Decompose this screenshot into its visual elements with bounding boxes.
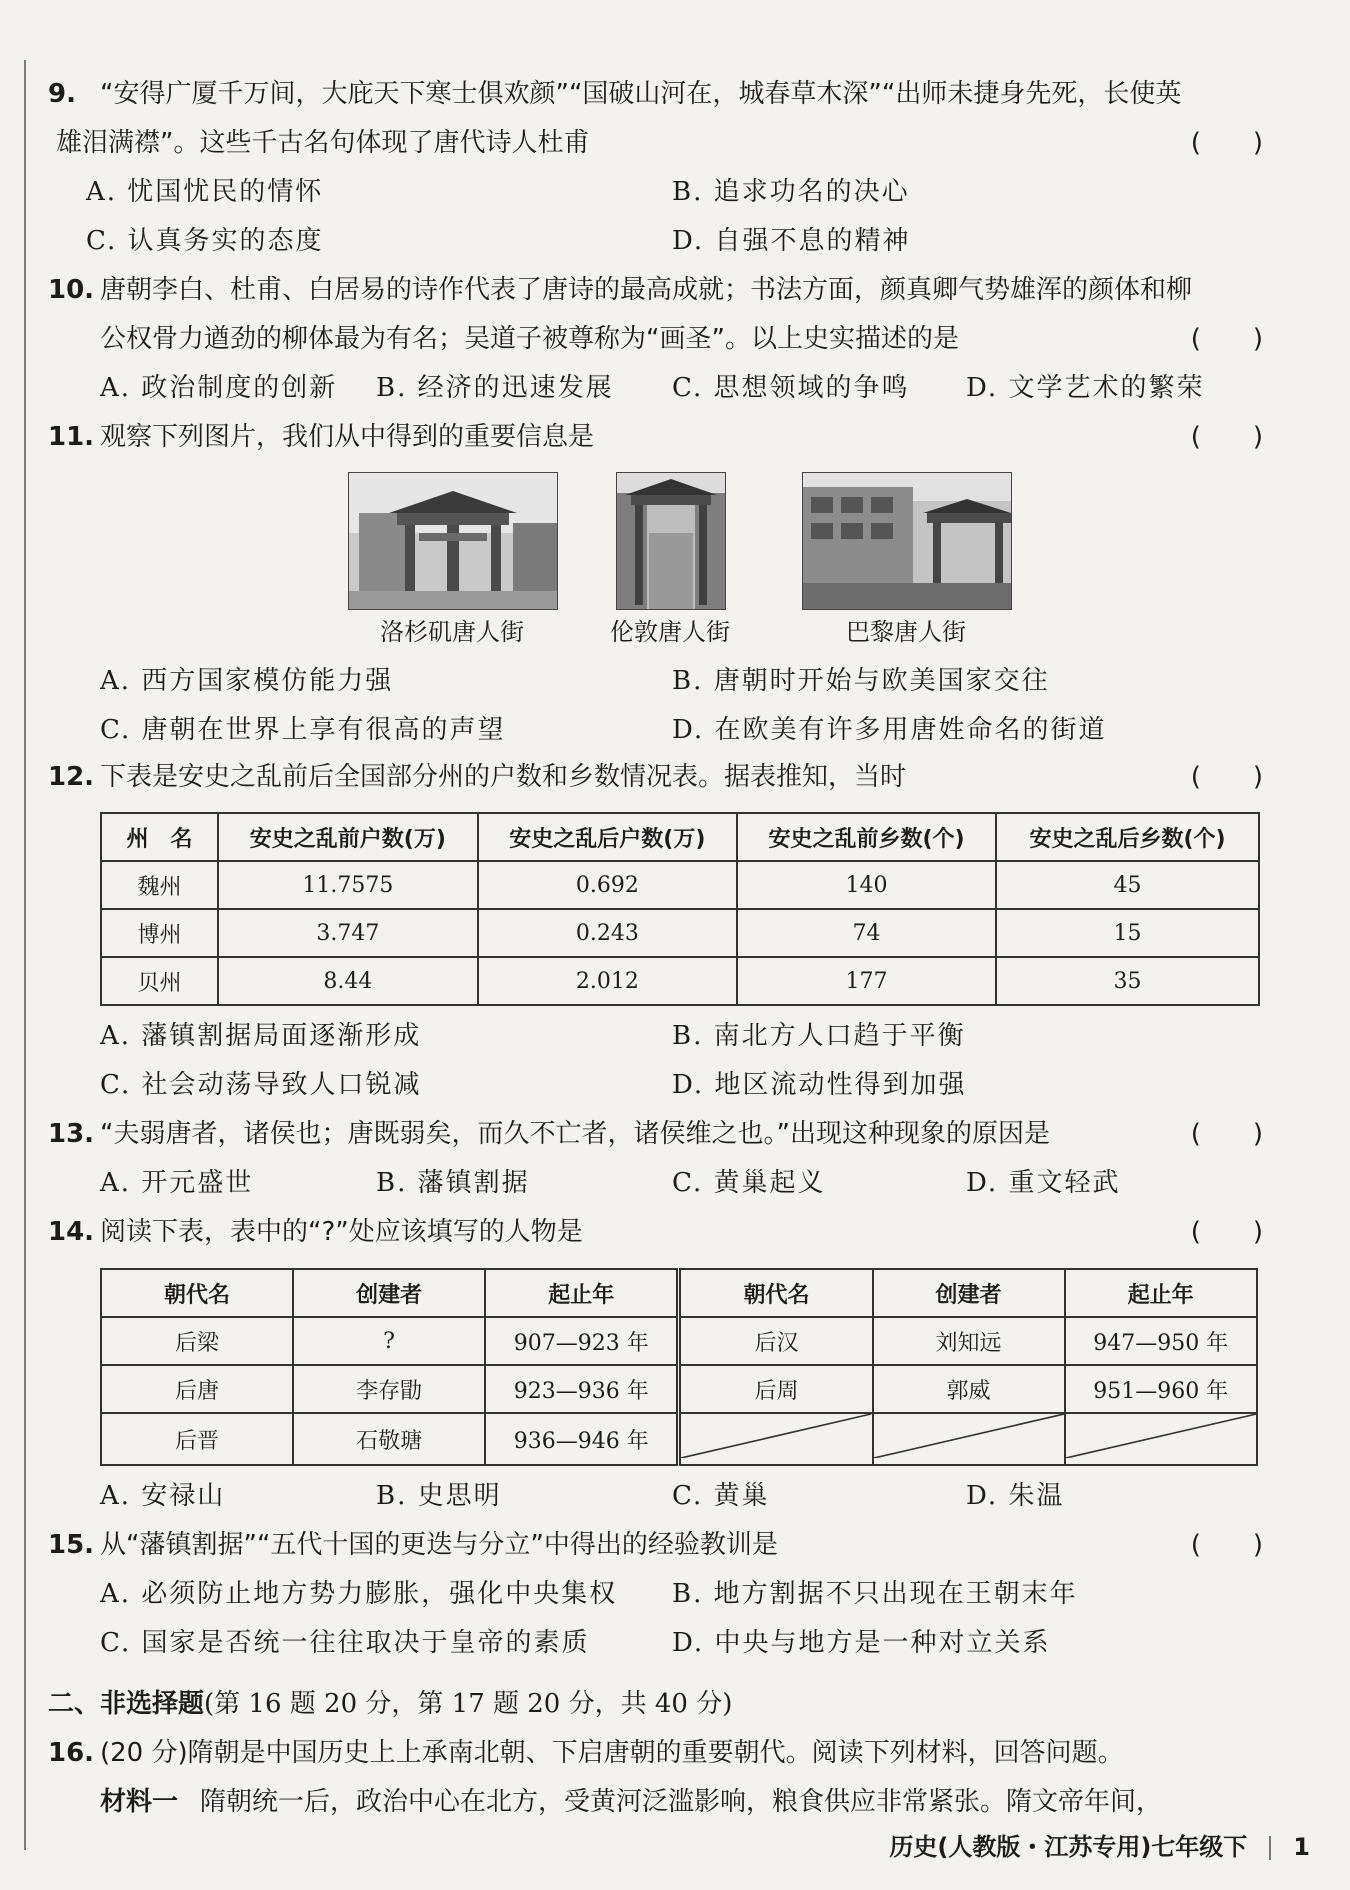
- table-cell: 951—960 年: [1065, 1365, 1257, 1413]
- option-c: C. 黄巢起义: [672, 1168, 826, 1198]
- table-row: [101, 1413, 1257, 1465]
- table-cell: 177: [737, 957, 996, 1005]
- table-cell: 140: [737, 861, 996, 909]
- option-d: D. 地区流动性得到加强: [672, 1070, 967, 1100]
- table-cell: 2.012: [478, 957, 737, 1005]
- table-header-row: [101, 1269, 1257, 1317]
- question-number: 13.: [48, 1119, 95, 1149]
- question-stem: (20 分)隋朝是中国历史上上承南北朝、下启唐朝的重要朝代。阅读下列材料，回答问题。: [100, 1738, 1124, 1768]
- table-header: 安史之乱前户数(万): [218, 813, 478, 861]
- question-stem: 下表是安史之乱前后全国部分州的户数和乡数情况表。据表推知，当时: [100, 762, 907, 792]
- table-cell: 11.7575: [218, 861, 478, 909]
- option-a: A. 必须防止地方势力膨胀，强化中央集权: [100, 1579, 618, 1609]
- table-row: [101, 957, 1259, 1005]
- question-stem-continued: 公权骨力遒劲的柳体最为有名；吴道子被尊称为“画圣”。以上史实描述的是: [100, 324, 959, 354]
- material-label: 材料一: [100, 1787, 179, 1817]
- table-row: [101, 1365, 1257, 1413]
- table-cell: 后汉: [679, 1317, 873, 1365]
- table-header-row: [101, 813, 1259, 861]
- question-15: [48, 1521, 1263, 1570]
- answer-parentheses: ( ): [1190, 1530, 1263, 1560]
- page-footer: [889, 1827, 1310, 1862]
- question-stem: “安得广厦千万间，大庇天下寒士俱欢颜”“国破山河在，城春草木深”“出师未捷身先死，长使英: [100, 79, 1182, 109]
- answer-parentheses: ( ): [1190, 1217, 1263, 1247]
- option-b: B. 唐朝时开始与欧美国家交往: [672, 666, 1050, 696]
- question-number: 9.: [48, 79, 76, 109]
- option-c: C. 国家是否统一往往取决于皇帝的素质: [100, 1628, 590, 1658]
- option-c: C. 黄巢: [672, 1481, 770, 1511]
- table-cell: 贝州: [101, 957, 218, 1005]
- table-header: 朝代名: [679, 1269, 873, 1317]
- table-cell: 45: [996, 861, 1259, 909]
- footer-book-title: 历史(人教版・江苏专用)七年级下: [889, 1833, 1248, 1861]
- option-d: D. 文学艺术的繁荣: [966, 373, 1205, 403]
- question-stem: 阅读下表，表中的“?”处应该填写的人物是: [100, 1217, 583, 1247]
- table-cell: 8.44: [218, 957, 478, 1005]
- answer-parentheses: ( ): [1190, 128, 1263, 158]
- table-cell: 刘知远: [873, 1317, 1065, 1365]
- footer-divider: [1269, 1836, 1271, 1860]
- table-header: 创建者: [873, 1269, 1065, 1317]
- table-cell: 0.692: [478, 861, 737, 909]
- photo-caption: 巴黎唐人街: [846, 618, 966, 646]
- table-cell: 李存勖: [293, 1365, 485, 1413]
- empty-diagonal-cell: [1065, 1413, 1257, 1465]
- table-header: 安史之乱前乡数(个): [737, 813, 996, 861]
- question-number: 12.: [48, 762, 95, 792]
- question-stem: 唐朝李白、杜甫、白居易的诗作代表了唐诗的最高成就；书法方面，颜真卿气势雄浑的颜体和柳: [100, 275, 1193, 305]
- question-11: [48, 413, 1263, 462]
- option-b: B. 南北方人口趋于平衡: [672, 1021, 966, 1051]
- material-text: 隋朝统一后，政治中心在北方，受黄河泛滥影响，粮食供应非常紧张。隋文帝年间，: [200, 1787, 1163, 1817]
- option-c: C. 思想领域的争鸣: [672, 373, 910, 403]
- households-table: [100, 812, 1260, 1006]
- option-a: A. 西方国家模仿能力强: [100, 666, 394, 696]
- option-a: A. 开元盛世: [100, 1168, 254, 1198]
- answer-parentheses: ( ): [1190, 1119, 1263, 1149]
- section-heading: [48, 1680, 732, 1729]
- question-number: 11.: [48, 422, 95, 452]
- margin-line: [24, 60, 26, 1850]
- table-header: 朝代名: [101, 1269, 293, 1317]
- answer-parentheses: ( ): [1190, 762, 1263, 792]
- option-d: D. 朱温: [966, 1481, 1065, 1511]
- table-cell: 35: [996, 957, 1259, 1005]
- london-chinatown-photo: [616, 472, 726, 610]
- table-cell: 923—936 年: [485, 1365, 679, 1413]
- option-d: D. 在欧美有许多用唐姓命名的街道: [672, 715, 1107, 745]
- question-13: [48, 1110, 1263, 1159]
- table-header: 州 名: [101, 813, 218, 861]
- table-cell: 石敬瑭: [293, 1413, 485, 1465]
- table-header: 起止年: [485, 1269, 679, 1317]
- question-9: [48, 70, 1263, 168]
- question-number: 10.: [48, 275, 95, 305]
- five-dynasties-table: [100, 1268, 1258, 1466]
- empty-diagonal-cell: [679, 1413, 873, 1465]
- table-cell: 博州: [101, 909, 218, 957]
- option-c: C. 社会动荡导致人口锐减: [100, 1070, 422, 1100]
- question-number: 15.: [48, 1530, 95, 1560]
- photo-caption: 洛杉矶唐人街: [380, 618, 524, 646]
- table-cell: 郭威: [873, 1365, 1065, 1413]
- option-c: C. 认真务实的态度: [86, 226, 324, 256]
- question-stem-continued: 雄泪满襟”。这些千古名句体现了唐代诗人杜甫: [56, 128, 590, 158]
- section-title: 二、非选择题: [48, 1689, 205, 1719]
- table-row: [101, 1317, 1257, 1365]
- answer-parentheses: ( ): [1190, 422, 1263, 452]
- question-stem: “夫弱唐者，诸侯也；唐既弱矣，而久不亡者，诸侯维之也。”出现这种现象的原因是: [100, 1119, 1050, 1149]
- table-header: 起止年: [1065, 1269, 1257, 1317]
- option-a: A. 安禄山: [100, 1481, 226, 1511]
- option-b: B. 史思明: [376, 1481, 502, 1511]
- table-cell: 907—923 年: [485, 1317, 679, 1365]
- table-row: [101, 861, 1259, 909]
- paris-chinatown-photo: [802, 472, 1012, 610]
- question-stem: 从“藩镇割据”“五代十国的更迭与分立”中得出的经验教训是: [100, 1530, 778, 1560]
- table-header: 安史之乱后乡数(个): [996, 813, 1259, 861]
- table-cell: ?: [293, 1317, 485, 1365]
- los-angeles-chinatown-photo: [348, 472, 558, 610]
- option-c: C. 唐朝在世界上享有很高的声望: [100, 715, 506, 745]
- question-number: 16.: [48, 1738, 95, 1768]
- option-a: A. 藩镇割据局面逐渐形成: [100, 1021, 422, 1051]
- empty-diagonal-cell: [873, 1413, 1065, 1465]
- option-a: A. 政治制度的创新: [100, 373, 338, 403]
- table-cell: 后梁: [101, 1317, 293, 1365]
- answer-parentheses: ( ): [1190, 324, 1263, 354]
- table-cell: 0.243: [478, 909, 737, 957]
- table-cell: 后唐: [101, 1365, 293, 1413]
- section-points: (第 16 题 20 分，第 17 题 20 分，共 40 分): [204, 1689, 733, 1719]
- table-cell: 74: [737, 909, 996, 957]
- question-16: [48, 1729, 1263, 1827]
- table-cell: 15: [996, 909, 1259, 957]
- chinatown-photos: [0, 472, 1350, 652]
- table-row: [101, 909, 1259, 957]
- option-b: B. 经济的迅速发展: [376, 373, 614, 403]
- option-d: D. 重文轻武: [966, 1168, 1121, 1198]
- page-number: 1: [1293, 1833, 1310, 1861]
- table-cell: 936—946 年: [485, 1413, 679, 1465]
- question-10: [48, 266, 1263, 364]
- option-d: D. 自强不息的精神: [672, 226, 911, 256]
- question-12: [48, 753, 1263, 802]
- option-b: B. 藩镇割据: [376, 1168, 530, 1198]
- table-cell: 947—950 年: [1065, 1317, 1257, 1365]
- table-cell: 后晋: [101, 1413, 293, 1465]
- table-header: 创建者: [293, 1269, 485, 1317]
- table-cell: 3.747: [218, 909, 478, 957]
- table-header: 安史之乱后户数(万): [478, 813, 737, 861]
- question-number: 14.: [48, 1217, 95, 1247]
- table-cell: 后周: [679, 1365, 873, 1413]
- option-b: B. 追求功名的决心: [672, 177, 910, 207]
- option-b: B. 地方割据不只出现在王朝末年: [672, 1579, 1078, 1609]
- photo-caption: 伦敦唐人街: [610, 618, 730, 646]
- option-a: A. 忧国忧民的情怀: [86, 177, 324, 207]
- question-stem: 观察下列图片，我们从中得到的重要信息是: [100, 422, 595, 452]
- table-cell: 魏州: [101, 861, 218, 909]
- option-d: D. 中央与地方是一种对立关系: [672, 1628, 1051, 1658]
- question-14: [48, 1208, 1263, 1257]
